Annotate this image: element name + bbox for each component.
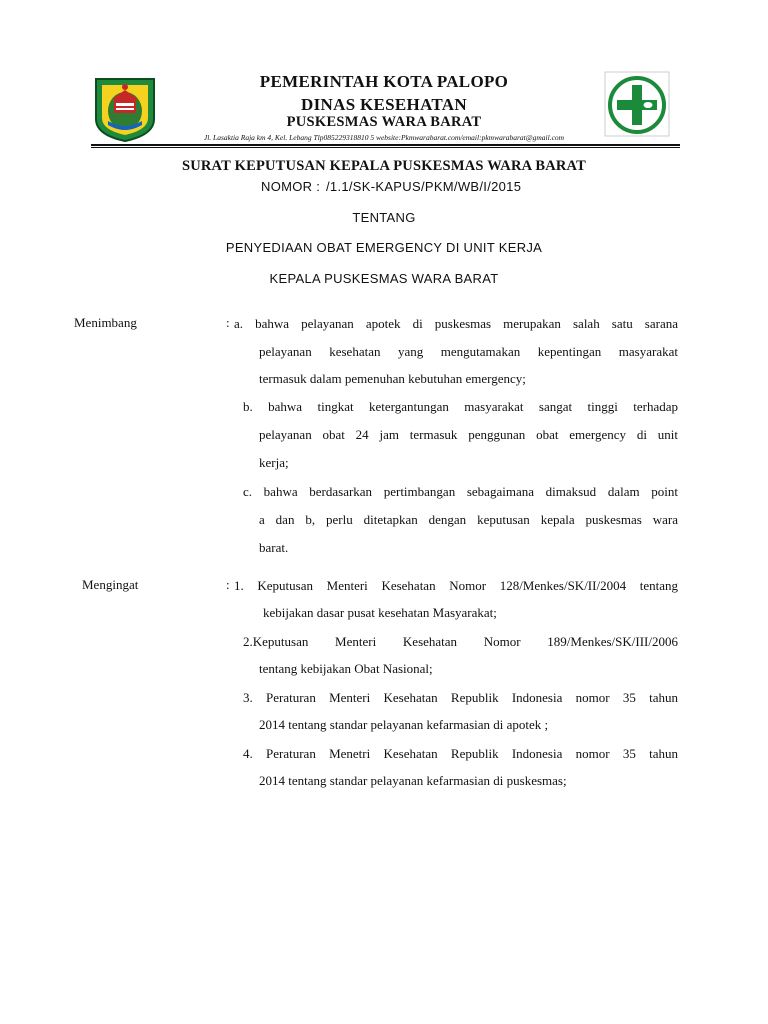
menimbang-a-line-1: a. bahwa pelayanan apotek di puskesmas merupakan salah satu sarana	[234, 316, 678, 331]
menimbang-c-line-2: a dan b, perlu ditetapkan dengan keputusan kepala puskesmas wara	[259, 512, 678, 527]
header-divider-thick	[91, 144, 680, 146]
nomor-value: /1.1/SK-KAPUS/PKM/WB/I/2015	[326, 179, 522, 194]
mengingat-1-line-2: kebijakan dasar pusat kesehatan Masyarakat;	[263, 605, 497, 620]
mengingat-4-line-1: 4. Peraturan Menetri Kesehatan Republik Indonesia nomor 35 tahun	[243, 746, 678, 761]
menimbang-label: Menimbang	[74, 315, 137, 330]
header-government: PEMERINTAH KOTA PALOPO	[259, 72, 509, 91]
header-divider-thin	[91, 147, 680, 148]
mengingat-4-line-2: 2014 tentang standar pelayanan kefarmasian di puskesmas;	[259, 773, 567, 788]
document-title: SURAT KEPUTUSAN KEPALA PUSKESMAS WARA BARAT	[181, 158, 587, 174]
header-department: DINAS KESEHATAN	[301, 95, 467, 114]
mengingat-3-line-1: 3. Peraturan Menteri Kesehatan Republik Indonesia nomor 35 tahun	[243, 690, 678, 705]
menimbang-a-line-3: termasuk dalam pemenuhan kebutuhan emergency;	[259, 371, 526, 386]
document-subject: PENYEDIAAN OBAT EMERGENCY DI UNIT KERJA	[225, 240, 543, 255]
mengingat-1-line-1: 1. Keputusan Menteri Kesehatan Nomor 128/Menkes/SK/II/2004 tentang	[234, 578, 678, 593]
tentang-heading: TENTANG	[352, 210, 416, 225]
kepala-heading: KEPALA PUSKESMAS WARA BARAT	[269, 271, 499, 286]
mengingat-2-line-2: tentang kebijakan Obat Nasional;	[259, 661, 433, 676]
mengingat-3-line-2: 2014 tentang standar pelayanan kefarmasian di apotek ;	[259, 717, 549, 732]
nomor-label: NOMOR :	[261, 179, 321, 194]
menimbang-c-line-1: c. bahwa berdasarkan pertimbangan sebagaimana dimaksud dalam point	[243, 484, 678, 499]
mengingat-label: Mengingat	[82, 577, 139, 592]
mengingat-colon: :	[226, 577, 230, 592]
header-puskesmas: PUSKESMAS WARA BARAT	[286, 114, 482, 130]
menimbang-b-line-1: b. bahwa tingkat ketergantungan masyarakat sangat tinggi terhadap	[243, 399, 678, 414]
menimbang-c-line-3: barat.	[259, 540, 289, 555]
menimbang-b-line-3: kerja;	[259, 455, 289, 470]
header-address: Jl. Lasaktia Raja km 4, Kel. Lebang Tlp085229318810 5 website:Pkmwarabarat.com/email:pkmwarabarat@gmail.com	[203, 133, 565, 142]
menimbang-b-line-2: pelayanan obat 24 jam termasuk penggunan obat emergency di unit	[259, 427, 678, 442]
menimbang-a-line-2: pelayanan kesehatan yang mengutamakan kepentingan masyarakat	[259, 344, 678, 359]
menimbang-colon: :	[226, 315, 230, 330]
mengingat-2-line-1: 2.Keputusan Menteri Kesehatan Nomor 189/Menkes/SK/III/2006	[243, 634, 678, 649]
